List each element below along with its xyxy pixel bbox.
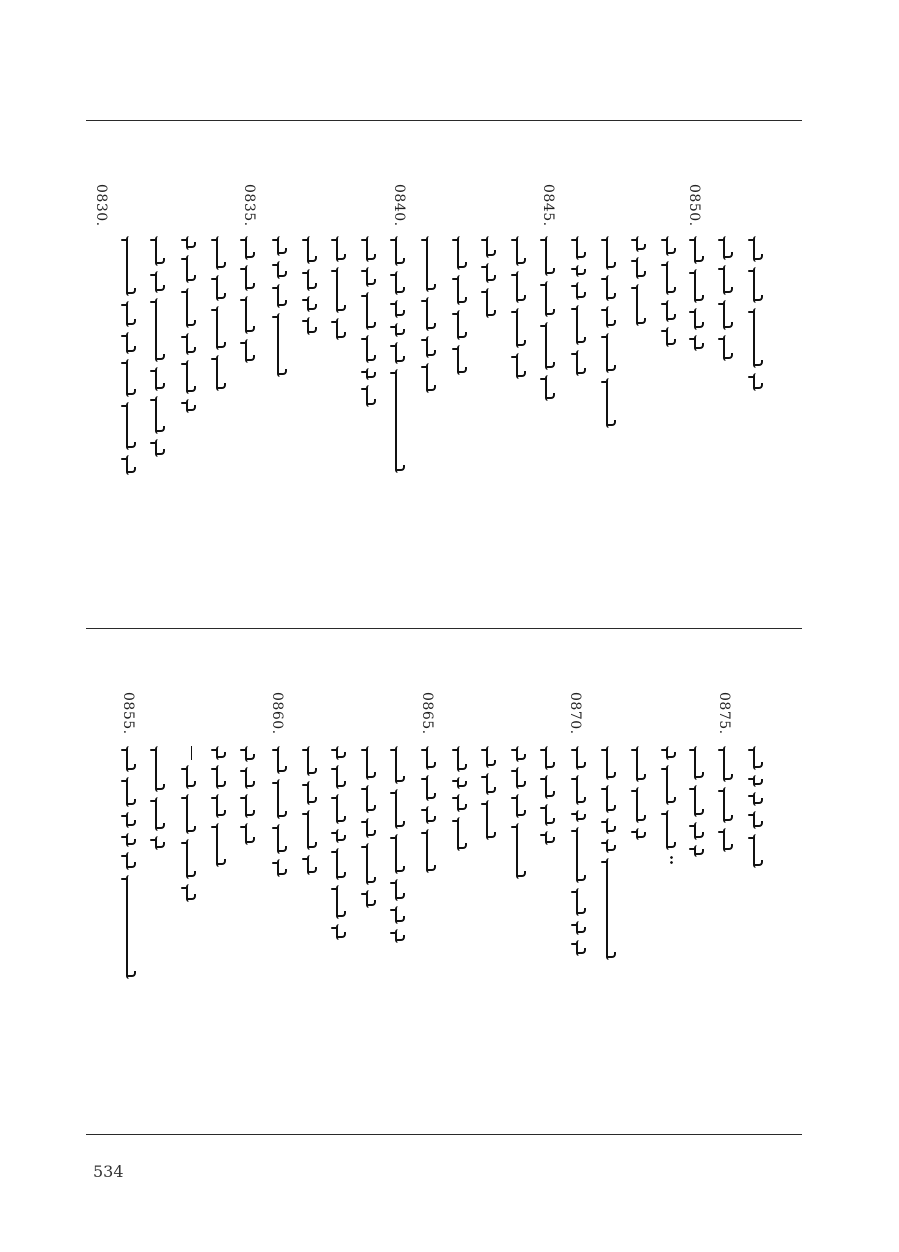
bottom-rule <box>86 1134 802 1135</box>
mongolian-text-line <box>336 746 347 940</box>
mongolian-text-line <box>366 236 377 407</box>
mongolian-text-line <box>155 746 166 850</box>
mongolian-text-line <box>516 236 527 379</box>
mongolian-text-line <box>186 236 197 413</box>
mongolian-text-line <box>126 236 137 475</box>
mongolian-text-line <box>606 746 617 960</box>
mongolian-text-line <box>636 746 647 840</box>
mongolian-text-line <box>576 746 587 956</box>
entry-number: 0855. <box>120 692 136 735</box>
mongolian-text-line <box>723 236 734 361</box>
mongolian-text-line <box>694 236 705 351</box>
mongolian-text-line <box>245 746 256 845</box>
mongolian-text-line <box>545 236 556 401</box>
mongolian-text-line <box>606 236 617 428</box>
entry-number: 0860. <box>269 692 285 735</box>
mongolian-text-line <box>307 236 318 335</box>
mongolian-text-line <box>666 236 677 347</box>
entry-number: 0845. <box>540 184 556 227</box>
mongolian-text-line <box>155 236 166 457</box>
mongolian-text-line <box>457 746 468 851</box>
mongolian-text-line <box>186 746 197 902</box>
mongolian-text-line <box>216 236 227 391</box>
mongolian-text-line <box>636 236 647 326</box>
mongolian-text-line <box>395 746 406 943</box>
mongolian-text-line <box>516 746 527 879</box>
mongolian-text-line <box>426 746 437 873</box>
mongolian-text-line <box>126 746 137 979</box>
mongolian-text-line <box>666 746 677 865</box>
entry-number: 0835. <box>241 184 257 227</box>
mongolian-text-line <box>723 746 734 852</box>
middle-rule <box>86 628 802 629</box>
mongolian-text-line <box>395 236 406 473</box>
entry-number: 0875. <box>716 692 732 735</box>
page-number: 534 <box>93 1162 124 1181</box>
mongolian-text-line <box>426 236 437 393</box>
mongolian-text-line <box>753 236 764 391</box>
entry-number: 0830. <box>93 184 109 227</box>
mongolian-text-line <box>694 746 705 857</box>
mongolian-text-line <box>486 746 497 840</box>
mongolian-text-line <box>277 746 288 877</box>
mongolian-text-line <box>245 236 256 363</box>
mongolian-text-line <box>307 746 318 875</box>
mongolian-text-line <box>366 746 377 908</box>
mongolian-text-line <box>753 746 764 868</box>
entry-number: 0850. <box>686 184 702 227</box>
colon-mark <box>670 855 673 865</box>
entry-number: 0870. <box>567 692 583 735</box>
mongolian-text-line <box>486 236 497 318</box>
mongolian-text-line <box>336 236 347 340</box>
entry-number: 0865. <box>419 692 435 735</box>
entry-number: 0840. <box>391 184 407 227</box>
mongolian-text-line <box>545 746 556 845</box>
mongolian-text-line <box>576 236 587 376</box>
mongolian-text-line <box>457 236 468 375</box>
mongolian-text-line <box>216 746 227 867</box>
top-rule <box>86 120 802 121</box>
mongolian-text-line <box>277 236 288 377</box>
